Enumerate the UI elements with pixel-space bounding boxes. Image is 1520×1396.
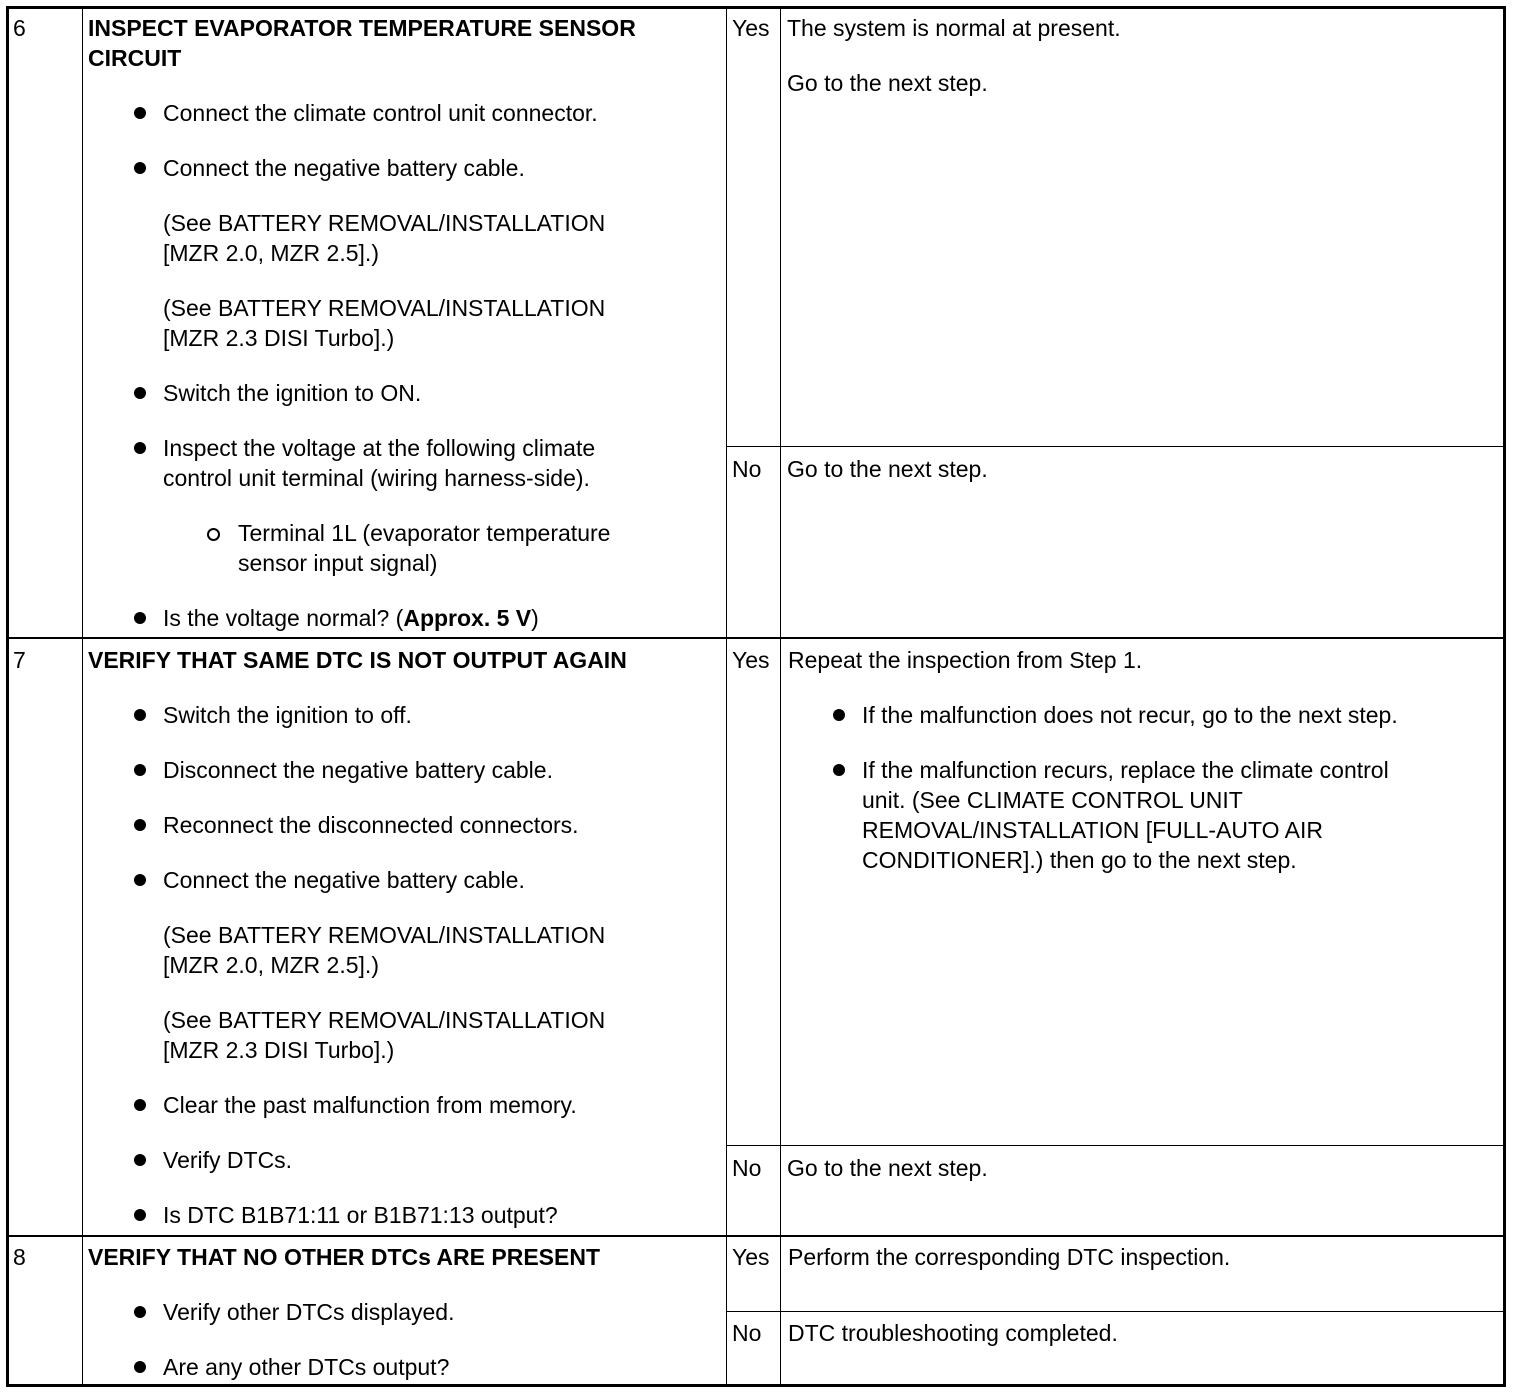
step8-yes-label: Yes — [732, 1244, 770, 1270]
step6-ref2-line2: [MZR 2.3 DISI Turbo].) — [163, 325, 395, 351]
step7-yes-bullet-2-line4: CONDITIONER].) then go to the next step. — [862, 847, 1297, 873]
step7-item-5: Clear the past malfunction from memory. — [163, 1092, 577, 1118]
bullet-icon — [134, 1099, 146, 1111]
step7-yes-bullet-1: If the malfunction does not recur, go to the next step. — [862, 702, 1398, 728]
bullet-icon — [134, 1154, 146, 1166]
yes-no-divider-6 — [727, 446, 1503, 447]
step7-no-label: No — [732, 1155, 762, 1181]
step7-item-4: Connect the negative battery cable. — [163, 867, 525, 893]
step-title-8: VERIFY THAT NO OTHER DTCs ARE PRESENT — [88, 1244, 601, 1270]
step6-yes-line2: Go to the next step. — [787, 70, 988, 96]
bullet-icon — [833, 709, 845, 721]
step6-sub-line2: sensor input signal) — [238, 550, 438, 576]
step-number-6: 6 — [13, 15, 26, 41]
step6-yes-line1: The system is normal at present. — [787, 15, 1121, 41]
step6-item-4-line2: control unit terminal (wiring harness-side). — [163, 465, 590, 491]
step6-item-1: Connect the climate control unit connector. — [163, 100, 598, 126]
step6-sub-line1: Terminal 1L (evaporator temperature — [238, 520, 611, 546]
step6-ref2-line1: (See BATTERY REMOVAL/INSTALLATION — [163, 295, 606, 321]
step7-yes-bullet-2-line1: If the malfunction recurs, replace the climate control — [862, 757, 1389, 783]
bullet-icon — [134, 162, 146, 174]
bullet-icon — [134, 819, 146, 831]
bullet-icon — [134, 387, 146, 399]
step7-item-1: Switch the ignition to off. — [163, 702, 412, 728]
step6-ref1-line1: (See BATTERY REMOVAL/INSTALLATION — [163, 210, 606, 236]
row-divider-7-8 — [9, 1235, 1503, 1237]
bullet-icon — [134, 1306, 146, 1318]
step7-item-7: Is DTC B1B71:11 or B1B71:13 output? — [163, 1202, 558, 1228]
col-divider-action — [726, 9, 727, 1384]
step7-ref2-line1: (See BATTERY REMOVAL/INSTALLATION — [163, 1007, 606, 1033]
step8-yes-text: Perform the corresponding DTC inspection. — [788, 1244, 1231, 1270]
step6-ref1-line2: [MZR 2.0, MZR 2.5].) — [163, 240, 379, 266]
step-number-8: 8 — [13, 1244, 26, 1270]
row-divider-6-7 — [9, 637, 1503, 639]
sub-bullet-icon — [207, 528, 220, 541]
step7-yes-label: Yes — [732, 647, 770, 673]
bullet-icon — [134, 442, 146, 454]
step6-yes-label: Yes — [732, 15, 770, 41]
step6-item-5-bold: Approx. 5 V — [403, 605, 532, 631]
step7-ref1-line1: (See BATTERY REMOVAL/INSTALLATION — [163, 922, 606, 948]
bullet-icon — [134, 764, 146, 776]
yes-no-divider-7 — [727, 1145, 1503, 1146]
bullet-icon — [833, 764, 845, 776]
step7-no-text: Go to the next step. — [787, 1155, 988, 1181]
step6-item-3: Switch the ignition to ON. — [163, 380, 422, 406]
step-title-6-line2: CIRCUIT — [88, 45, 182, 71]
bullet-icon — [134, 874, 146, 886]
step6-item-5-post: ) — [531, 605, 539, 631]
step8-item-2: Are any other DTCs output? — [163, 1354, 450, 1380]
col-divider-result — [780, 9, 781, 1384]
col-divider-step — [82, 9, 83, 1384]
bullet-icon — [134, 709, 146, 721]
bullet-icon — [134, 612, 146, 624]
step7-item-3: Reconnect the disconnected connectors. — [163, 812, 579, 838]
step7-item-6: Verify DTCs. — [163, 1147, 293, 1173]
step6-item-5-pre: Is the voltage normal? ( — [163, 605, 404, 631]
step7-ref2-line2: [MZR 2.3 DISI Turbo].) — [163, 1037, 395, 1063]
step7-ref1-line2: [MZR 2.0, MZR 2.5].) — [163, 952, 379, 978]
step8-item-1: Verify other DTCs displayed. — [163, 1299, 455, 1325]
step6-no-label: No — [732, 456, 762, 482]
step6-item-5 — [163, 603, 539, 633]
step8-no-label: No — [732, 1320, 762, 1346]
step6-no-text: Go to the next step. — [787, 456, 988, 482]
troubleshooting-table — [6, 6, 1506, 1387]
bullet-icon — [134, 107, 146, 119]
bullet-icon — [134, 1209, 146, 1221]
step7-item-2: Disconnect the negative battery cable. — [163, 757, 553, 783]
step-title-6-line1: INSPECT EVAPORATOR TEMPERATURE SENSOR — [88, 15, 636, 41]
step6-item-4-line1: Inspect the voltage at the following climate — [163, 435, 596, 461]
step-number-7: 7 — [13, 647, 26, 673]
step-title-7: VERIFY THAT SAME DTC IS NOT OUTPUT AGAIN — [88, 647, 627, 673]
step7-yes-text: Repeat the inspection from Step 1. — [788, 647, 1143, 673]
step7-yes-bullet-2-line2: unit. (See CLIMATE CONTROL UNIT — [862, 787, 1243, 813]
step8-no-text: DTC troubleshooting completed. — [788, 1320, 1118, 1346]
yes-no-divider-8 — [727, 1311, 1503, 1312]
step7-yes-bullet-2-line3: REMOVAL/INSTALLATION [FULL-AUTO AIR — [862, 817, 1323, 843]
step6-item-2: Connect the negative battery cable. — [163, 155, 525, 181]
bullet-icon — [134, 1361, 146, 1373]
